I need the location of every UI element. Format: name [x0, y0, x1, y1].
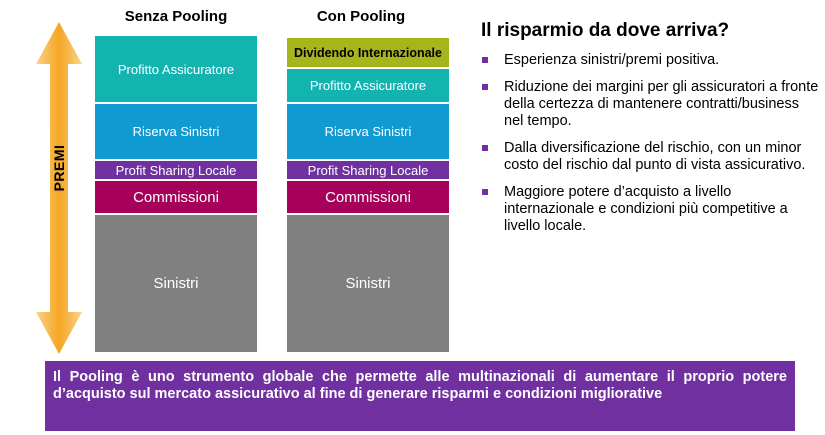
square-bullet-icon: [482, 189, 488, 195]
left-sinistri-label: Sinistri: [153, 275, 199, 292]
left-profitto-label: Profitto Assicuratore: [117, 61, 235, 77]
square-bullet-icon: [482, 145, 488, 151]
right-sinistri-label: Sinistri: [345, 275, 391, 292]
savings-bullet-list: [481, 52, 821, 245]
bullet-text: Esperienza sinistri/premi positiva.: [504, 52, 720, 68]
left-sinistri-segment: [95, 215, 257, 352]
right-dividendo-segment: [287, 38, 449, 67]
bullet-text: Riduzione dei margini per gli assicuratori a fronte della certezza di mantenere contratti/business nel tempo.: [504, 79, 819, 129]
left-riserva-label: Riserva Sinistri: [132, 124, 220, 139]
bullet-item: [481, 79, 821, 130]
left-stack: [95, 36, 257, 352]
right-riserva-segment: [287, 104, 449, 159]
right-commissioni-label: Commissioni: [325, 188, 411, 206]
right-sinistri-segment: [287, 215, 449, 352]
premi-axis-label: PREMI: [51, 144, 67, 192]
right-profit-sharing-segment: [287, 161, 449, 179]
pooling-summary-box: [45, 361, 795, 431]
left-column-title: Senza Pooling: [124, 8, 228, 25]
bullet-item: [481, 140, 821, 174]
left-profitto-segment: [95, 36, 257, 102]
left-commissioni-segment: [95, 181, 257, 213]
left-profit-sharing-segment: [95, 161, 257, 179]
bullet-item: [481, 52, 821, 69]
left-riserva-segment: [95, 104, 257, 159]
savings-heading: Il risparmio da dove arriva?: [481, 20, 730, 41]
square-bullet-icon: [482, 57, 488, 63]
bullet-item: [481, 184, 821, 235]
left-commissioni-label: Commissioni: [133, 188, 219, 206]
left-profit-sharing-label: Profit Sharing Locale: [115, 162, 237, 178]
right-profitto-label: Profitto Assicuratore: [309, 78, 427, 93]
right-commissioni-segment: [287, 181, 449, 213]
square-bullet-icon: [482, 84, 488, 90]
right-dividendo-label: Dividendo Internazionale: [294, 45, 442, 60]
right-riserva-label: Riserva Sinistri: [324, 124, 412, 139]
bullet-text: Dalla diversificazione del rischio, con un minor costo del rischio dal punto di vista assicurativo.: [504, 140, 806, 173]
right-profitto-segment: [287, 69, 449, 102]
pooling-summary-text: Il Pooling è uno strumento globale che permette alle multinazionali di aumentare il proprio potere d’acquisto sul mercato assicurativo al fine di generare risparmi e condizioni migliorative: [53, 369, 787, 402]
right-stack: [287, 36, 449, 352]
bullet-text: Maggiore potere d’acquisto a livello internazionale e condizioni più competitive a livello locale.: [504, 184, 788, 234]
right-profit-sharing-label: Profit Sharing Locale: [307, 162, 429, 178]
right-column-title: Con Pooling: [316, 8, 406, 25]
